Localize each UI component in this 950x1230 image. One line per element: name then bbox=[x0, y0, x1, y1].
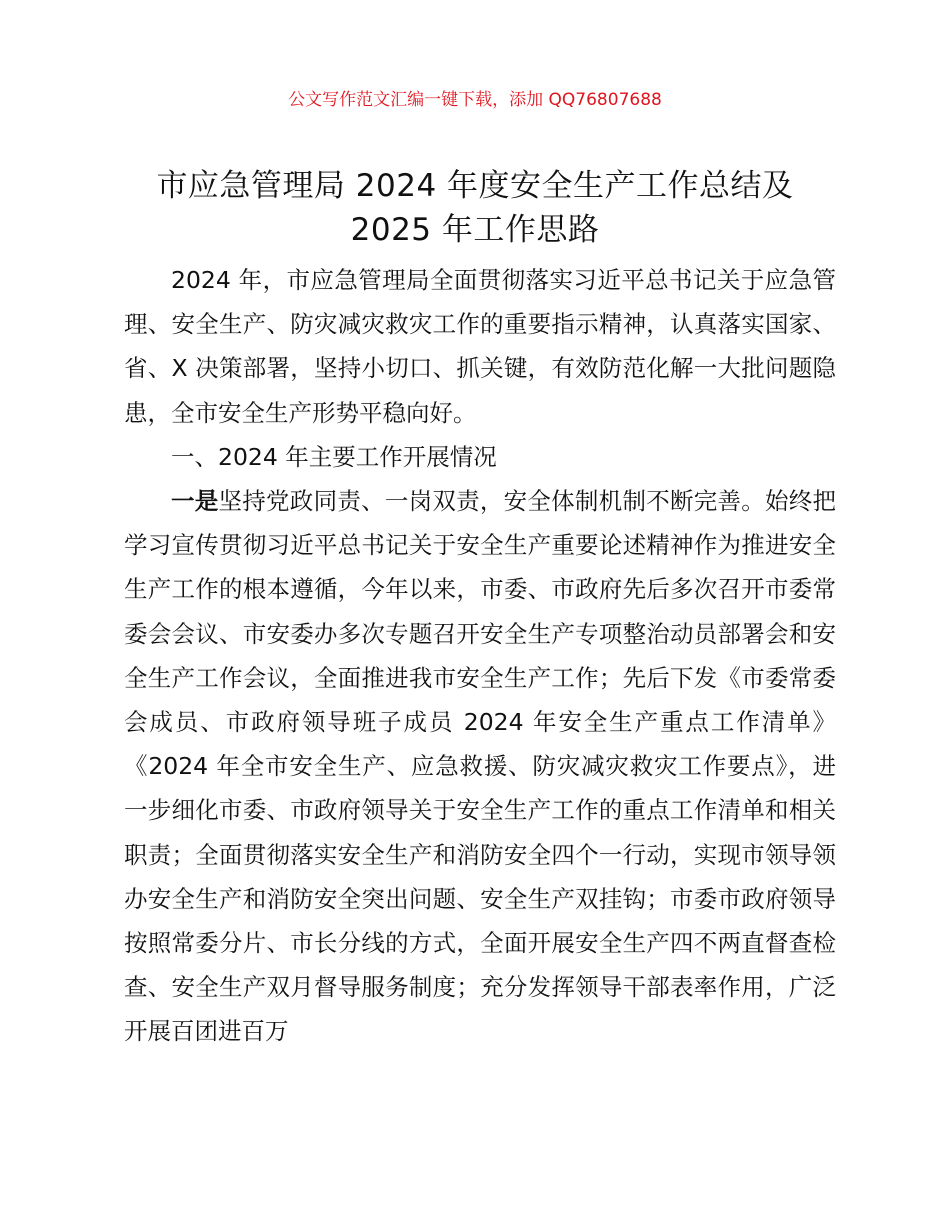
title-line-1: 市应急管理局 2024 年度安全生产工作总结及 bbox=[156, 168, 794, 204]
item-1-lead: 一是 bbox=[171, 487, 219, 516]
document-title bbox=[110, 164, 840, 252]
document-body bbox=[124, 258, 836, 1054]
item-1-paragraph bbox=[124, 479, 836, 1054]
watermark-banner: 公文写作范文汇编一键下载，添加 QQ76807688 bbox=[288, 90, 662, 110]
intro-paragraph: 2024 年，市应急管理局全面贯彻落实习近平总书记关于应急管理、安全生产、防灾减灾救灾工作的重要指示精神，认真落实国家、省、X 决策部署，坚持小切口、抓关键，有效防范化解一大批问题隐患，全市安全生产形势平稳向好。 bbox=[124, 266, 836, 427]
item-1-text: 坚持党政同责、一岗双责，安全体制机制不断完善。始终把学习宣传贯彻习近平总书记关于安全生产重要论述精神作为推进安全生产工作的根本遵循，今年以来，市委、市政府先后多次召开市委常委会会议、市安委办多次专题召开安全生产专项整治动员部署会和安全生产工作会议，全面推进我市安全生产工作；先后下发《市委常委会成员、市政府领导班子成员 2024 年安全生产重点工作清单》《2024 年全市安全生产、应急救援、防灾减灾救灾工作要点》，进一步细化市委、市政府领导关于安全生产工作的重点工作清单和相关职责；全面贯彻落实安全生产和消防安全四个一行动，实现市领导领办安全生产和消防安全突出问题、安全生产双挂钩；市委市政府领导按照常委分片、市长分线的方式，全面开展安全生产四不两直督查检查、安全生产双月督导服务制度；充分发挥领导干部表率作用，广泛开展百团进百万 bbox=[124, 487, 837, 1046]
title-line-2: 2025 年工作思路 bbox=[350, 212, 600, 248]
section-heading: 一、2024 年主要工作开展情况 bbox=[171, 442, 497, 471]
